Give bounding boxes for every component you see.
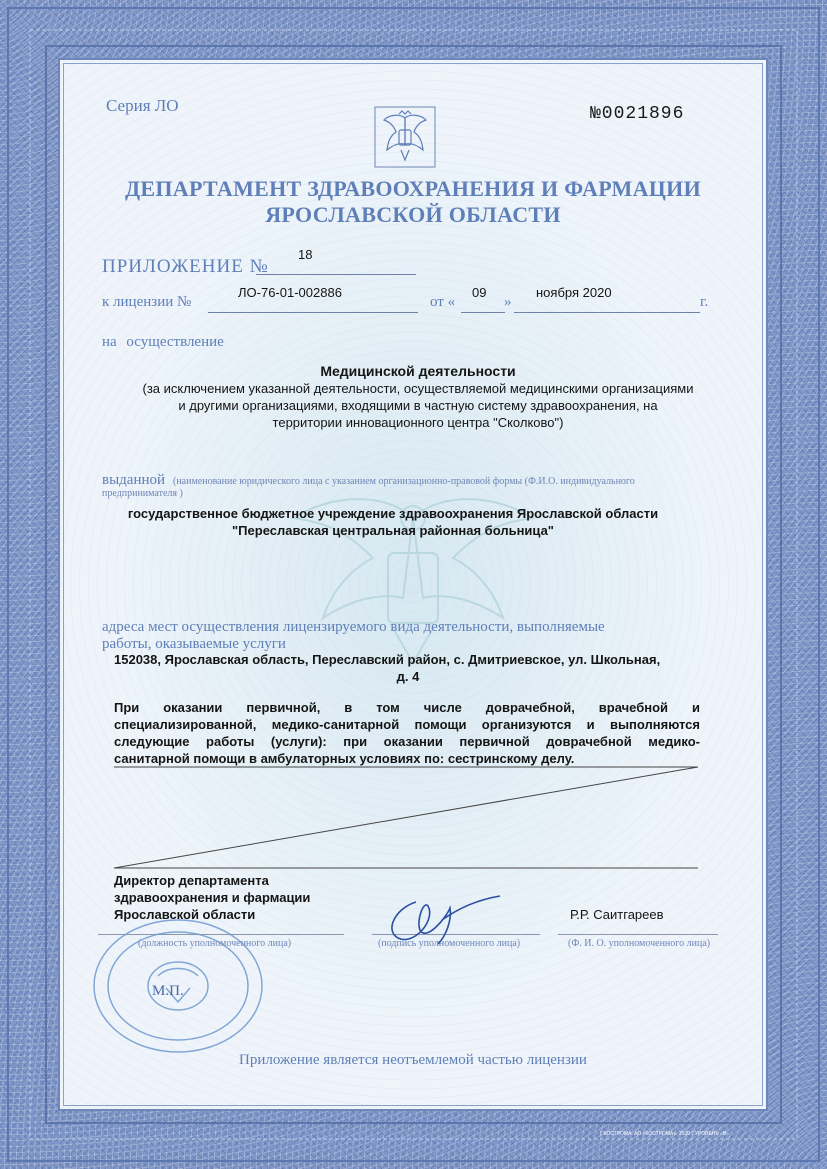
printer-imprint: Г.КОСТРОМА. АО «КОСТРОМА». 2020 Г.УРОВЕНЬ «В» <box>600 1131 729 1137</box>
signatory-position-line2: здравоохранения и фармации <box>114 890 311 905</box>
license-month-year: ноября 2020 <box>536 285 612 300</box>
organization-name-line2: "Переславская центральная районная больница" <box>232 523 554 538</box>
footer-note: Приложение является неотъемлемой частью лицензии <box>239 1052 587 1068</box>
services-line2: специализированной, медико-санитарной помощи организуются и выполняются <box>114 717 700 732</box>
address-label-line1: адреса мест осуществления лицензируемого вида деятельности, выполняемые <box>102 619 605 635</box>
organization-name-line1: государственное бюджетное учреждение здравоохранения Ярославской области <box>127 506 659 521</box>
appendix-number: 18 <box>298 247 313 262</box>
issued-label: выданной <box>102 472 166 488</box>
handwritten-signature-icon <box>376 890 506 950</box>
signatory-name: Р.Р. Саитгареев <box>570 907 664 922</box>
services-line1: При оказании первичной, в том числе доврачебной, врачебной и <box>114 700 700 715</box>
position-caption: (должность уполномоченного лица) <box>138 938 292 949</box>
department-title-line1: ДЕПАРТАМЕНТ ЗДРАВООХРАНЕНИЯ И ФАРМАЦИИ <box>124 176 702 201</box>
stamp-label: М.П. <box>152 983 184 999</box>
license-day: 09 <box>472 285 487 300</box>
activity-detail-line1: (за исключением указанной деятельности, осуществляемой медицинскими организациями <box>142 381 694 396</box>
issued-hint-line1: (наименование юридического лица с указанием организационно-правовой формы (Ф.И.О. индивидуального <box>173 476 635 487</box>
activity-label: на осуществление <box>102 334 224 350</box>
services-line4: санитарной помощи в амбулаторных условиях по: сестринскому делу. <box>114 751 575 766</box>
address-line1: 152038, Ярославская область, Переславский район, с. Дмитриевское, ул. Школьная, <box>114 652 661 667</box>
license-number: ЛО-76-01-002886 <box>238 285 342 300</box>
activity-detail-line3: территории инновационного центра "Сколково") <box>272 415 564 430</box>
address-label-line2: работы, оказываемые услуги <box>102 636 286 652</box>
document-body <box>58 58 768 1111</box>
signatory-position-line3: Ярославской области <box>114 907 256 922</box>
address-line2: д. 4 <box>396 669 420 684</box>
department-title-line2: ЯРОСЛАВСКОЙ ОБЛАСТИ <box>265 202 561 227</box>
signatory-position-line1: Директор департамента <box>114 873 269 888</box>
series-label: Серия ЛО <box>106 96 179 115</box>
close-quote: » <box>504 294 512 310</box>
activity-detail-line2: и другими организациями, входящими в частную систему здравоохранения, на <box>178 398 658 413</box>
services-line3: следующие работы (услуги): при оказании первичной доврачебной медико- <box>114 734 700 749</box>
appendix-label: ПРИЛОЖЕНИЕ № <box>102 256 269 277</box>
issued-hint-line2: предпринимателя ) <box>102 488 183 499</box>
signature-caption: (подпись уполномоченного лица) <box>378 938 521 949</box>
from-label: от « <box>430 294 456 310</box>
name-caption: (Ф. И. О. уполномоченного лица) <box>568 938 711 949</box>
year-suffix: г. <box>700 294 709 310</box>
form-number: №0021896 <box>590 104 685 124</box>
activity-title: Медицинской деятельности <box>320 363 516 379</box>
license-label: к лицензии № <box>102 294 192 310</box>
name-signature-line <box>558 934 718 935</box>
